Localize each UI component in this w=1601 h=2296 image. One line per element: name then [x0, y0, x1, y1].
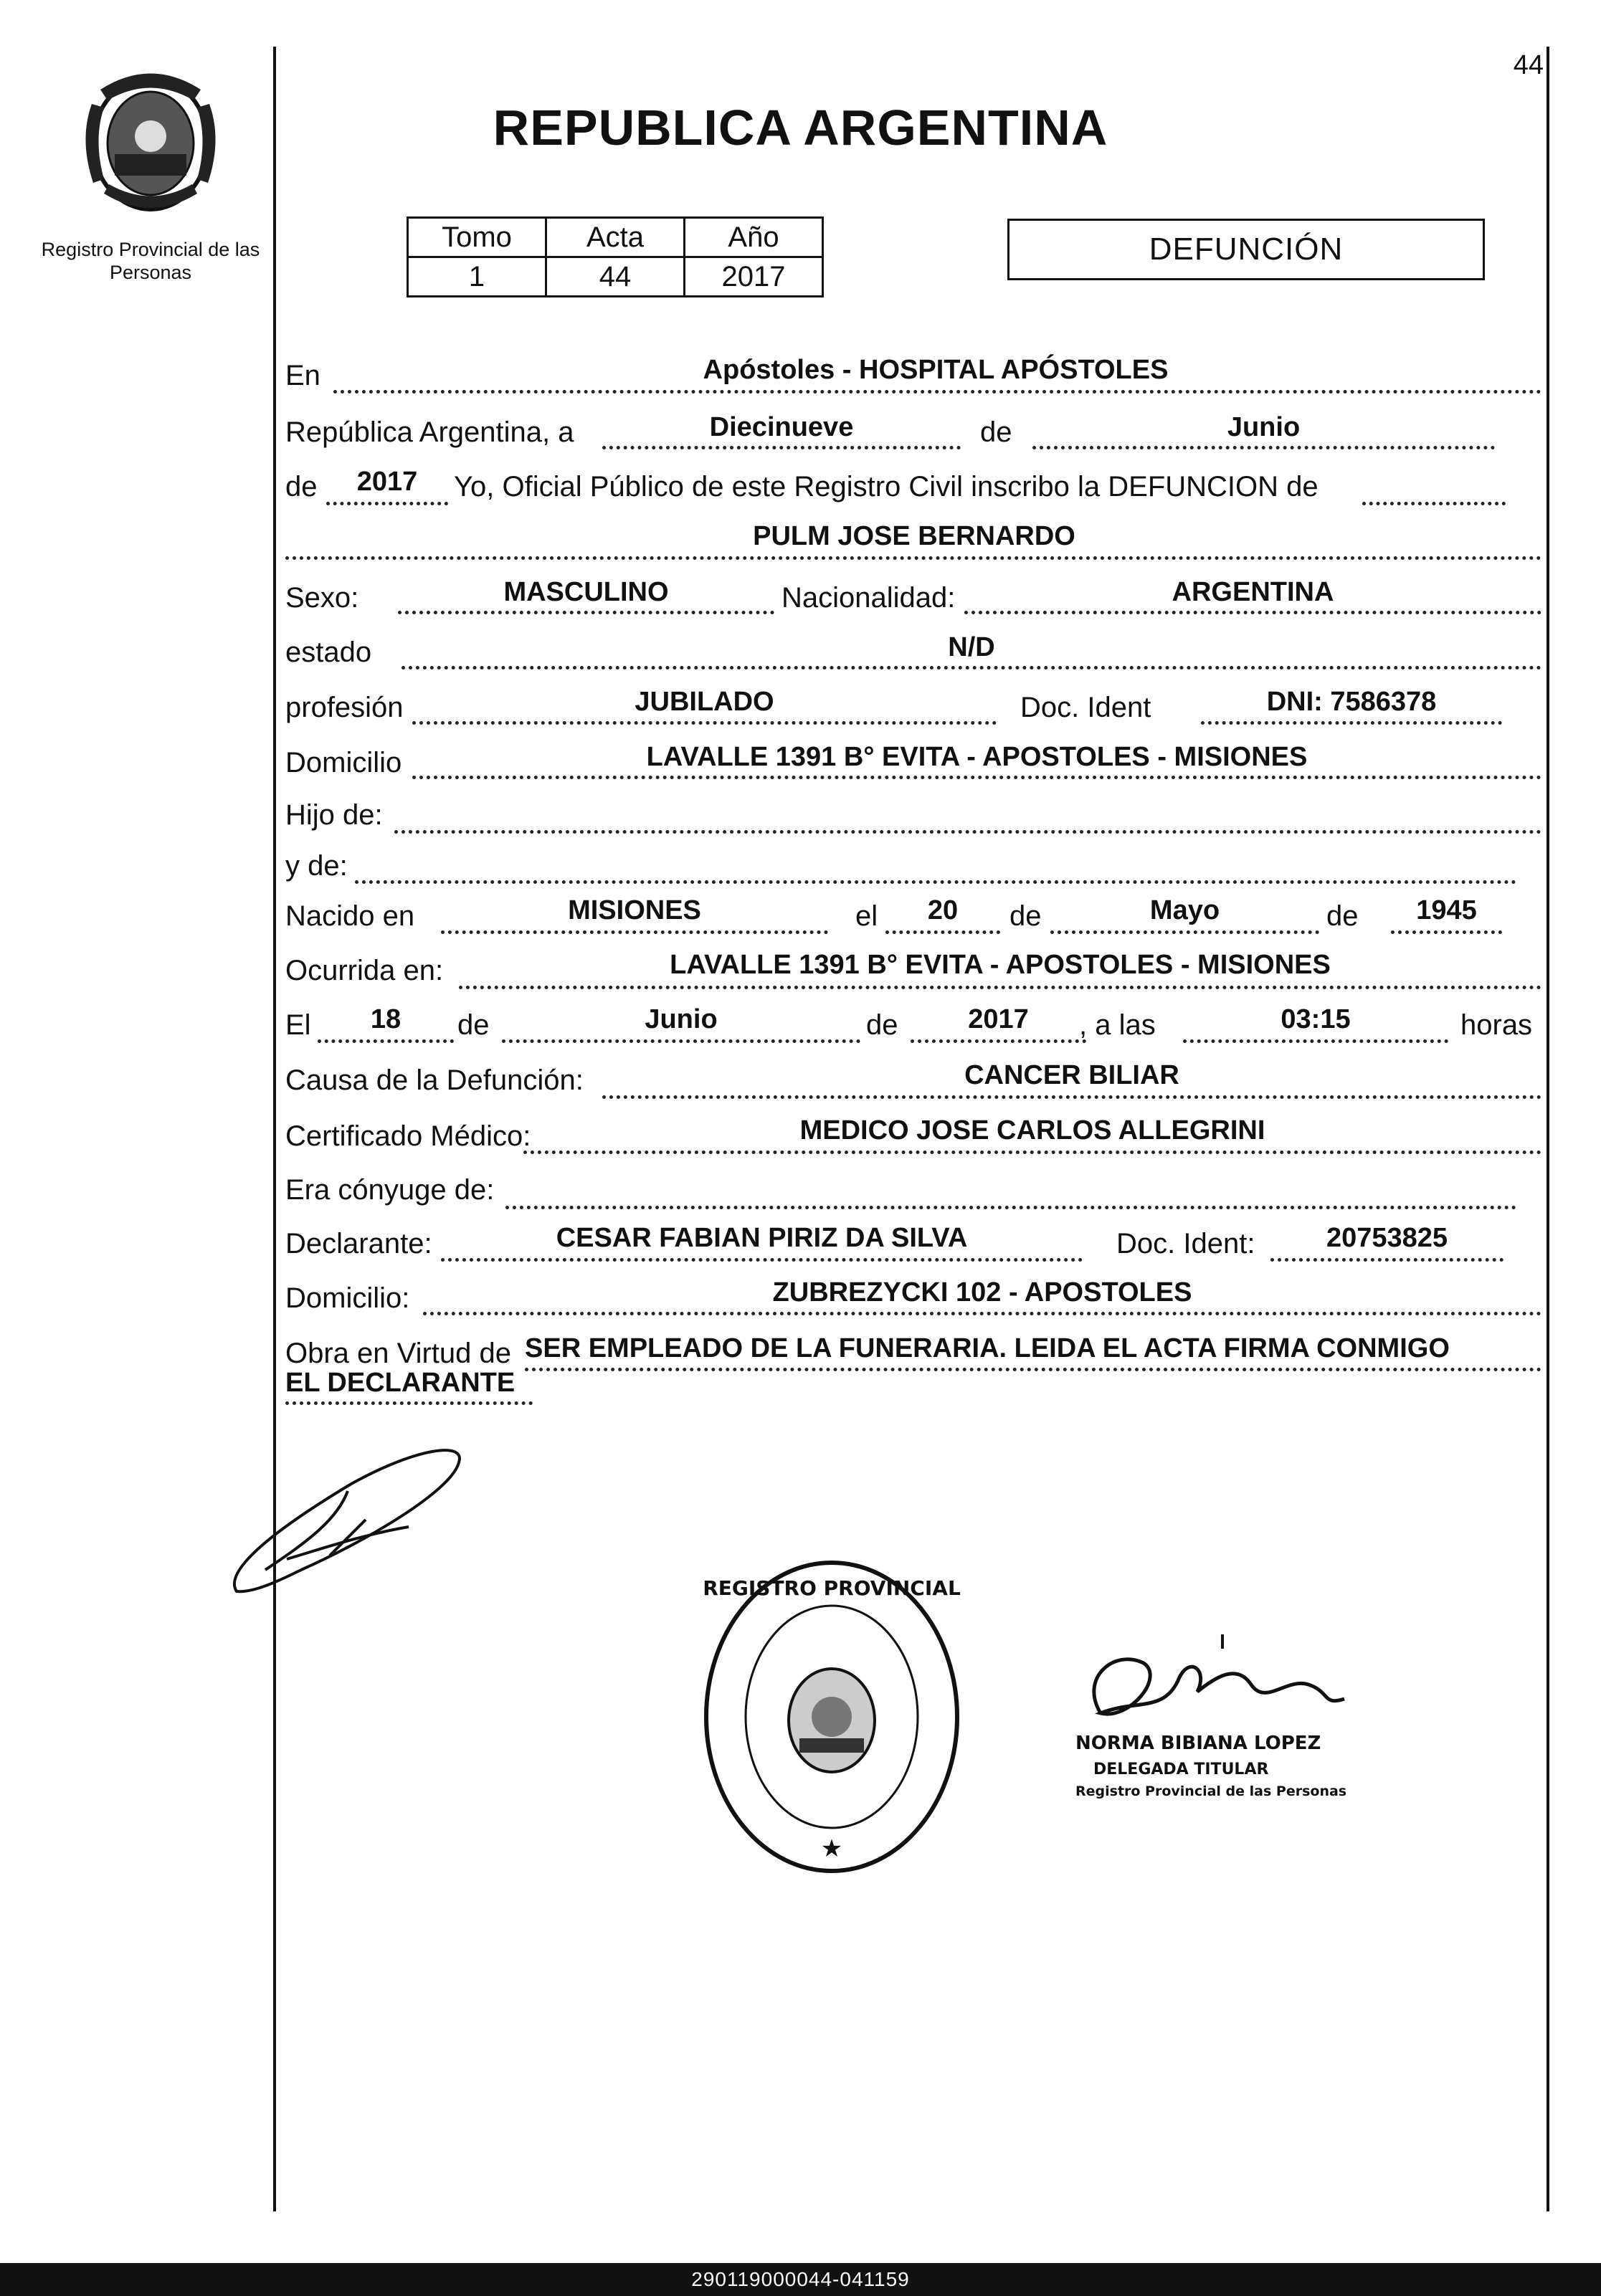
declarante-label: Declarante: — [285, 1228, 432, 1259]
domicilio2-value: ZUBREZYCKI 102 - APOSTOLES — [772, 1277, 1192, 1307]
de-label-4: de — [1326, 900, 1359, 932]
nacido-dotted-line — [441, 930, 828, 934]
de-label-1: de — [980, 416, 1012, 448]
sexo-label: Sexo: — [285, 582, 359, 614]
de-label-3: de — [1009, 900, 1042, 932]
footer-code: 290119000044-041159 — [0, 2263, 1601, 2296]
def-hora-value: 03:15 — [1281, 1004, 1351, 1034]
record-table — [407, 216, 824, 297]
def-mes-dotted-line — [502, 1039, 860, 1043]
yde-label: y de: — [285, 850, 348, 882]
estado-label: estado — [285, 637, 372, 668]
nac-mes-value: Mayo — [1149, 895, 1220, 925]
republica-label: República Argentina, a — [285, 416, 574, 448]
ocurrida-value: LAVALLE 1391 B° EVITA - APOSTOLES - MISIONES — [670, 950, 1331, 980]
dia-value: Diecinueve — [709, 412, 854, 442]
document-title: REPUBLICA ARGENTINA — [493, 100, 1108, 156]
nac-dia-value: 20 — [927, 895, 959, 925]
de-label-2: de — [285, 471, 318, 502]
nac-anio-dotted-line — [1391, 930, 1502, 934]
hijo-label: Hijo de: — [285, 799, 383, 831]
nacionalidad-dotted-line — [964, 611, 1541, 614]
nac-anio-value: 1945 — [1416, 895, 1477, 925]
sexo-dotted-line — [398, 611, 774, 614]
dia-dotted-line — [602, 446, 961, 449]
registry-stamp — [699, 1556, 964, 1878]
obra-value-line2: EL DECLARANTE — [285, 1368, 516, 1398]
nombre-dotted-line — [285, 556, 1541, 560]
horas-label: horas — [1460, 1009, 1533, 1041]
obra-dotted-line-2 — [285, 1401, 533, 1405]
tomo-header: Tomo — [408, 218, 546, 257]
def-hora-dotted-line — [1183, 1039, 1448, 1043]
svg-text:★: ★ — [820, 1835, 843, 1862]
hijo-dotted-line — [394, 830, 1541, 834]
yde-dotted-line — [355, 880, 1516, 884]
def-mes-value: Junio — [645, 1004, 718, 1034]
declarante-value: CESAR FABIAN PIRIZ DA SILVA — [556, 1223, 968, 1253]
anio-value: 2017 — [685, 257, 823, 297]
left-margin-rule — [273, 47, 276, 2211]
certificado-dotted-line — [523, 1151, 1541, 1154]
certificado-label: Certificado Médico: — [285, 1120, 531, 1152]
doc-ident-value: DNI: 7586378 — [1266, 687, 1437, 717]
obra-label: Obra en Virtud de — [285, 1338, 512, 1369]
profesion-dotted-line — [412, 721, 997, 725]
de-label-5: de — [457, 1009, 490, 1041]
record-type-box: DEFUNCIÓN — [1007, 219, 1485, 280]
doc-ident-dotted-line — [1201, 721, 1502, 725]
nombre-value: PULM JOSE BERNARDO — [753, 521, 1075, 551]
anio-dotted-line — [326, 502, 448, 505]
mes-value: Junio — [1227, 412, 1301, 442]
conyuge-label: Era cónyuge de: — [285, 1174, 495, 1206]
def-dia-value: 18 — [370, 1004, 402, 1034]
anio-header: Año — [685, 218, 823, 257]
nacido-label: Nacido en — [285, 900, 415, 932]
profesion-label: profesión — [285, 692, 404, 723]
domicilio-label: Domicilio — [285, 747, 402, 778]
en-value: Apóstoles - HOSPITAL APÓSTOLES — [703, 355, 1169, 385]
estado-dotted-line — [402, 666, 1541, 670]
registry-label: Registro Provincial de las Personas — [41, 239, 260, 283]
svg-text:Registro Provincial de las Per: Registro Provincial de las Personas — [1075, 1783, 1347, 1799]
def-anio-value: 2017 — [968, 1004, 1029, 1034]
right-margin-rule — [1547, 47, 1549, 2211]
def-anio-dotted-line — [911, 1039, 1086, 1043]
domicilio-value: LAVALLE 1391 B° EVITA - APOSTOLES - MISIONES — [646, 742, 1308, 772]
doc2-label: Doc. Ident: — [1116, 1228, 1255, 1259]
doc-ident-label: Doc. Ident — [1020, 692, 1151, 723]
ocurrida-label: Ocurrida en: — [285, 955, 444, 986]
acta-header: Acta — [546, 218, 685, 257]
obra-value-line1: SER EMPLEADO DE LA FUNERARIA. LEIDA EL ACTA FIRMA CONMIGO — [525, 1333, 1450, 1363]
nacido-value: MISIONES — [568, 895, 701, 925]
profesion-value: JUBILADO — [635, 687, 774, 717]
anio-value-text: 2017 — [356, 467, 418, 497]
oficial-text: Yo, Oficial Público de este Registro Civil inscribo la DEFUNCION de — [454, 471, 1319, 502]
el2-label: El — [285, 1009, 311, 1041]
nac-dia-dotted-line — [885, 930, 1000, 934]
nacionalidad-label: Nacionalidad: — [782, 582, 956, 614]
doc2-value: 20753825 — [1326, 1223, 1448, 1253]
def-dia-dotted-line — [318, 1039, 454, 1043]
oficial-dotted-line — [1362, 502, 1506, 505]
domicilio2-dotted-line — [423, 1312, 1541, 1315]
page-number: 44 — [1513, 50, 1544, 80]
sexo-value: MASCULINO — [503, 577, 669, 607]
declarante-dotted-line — [441, 1258, 1083, 1262]
nacionalidad-value: ARGENTINA — [1172, 577, 1334, 607]
domicilio-dotted-line — [412, 776, 1541, 779]
conyuge-dotted-line — [505, 1206, 1516, 1209]
domicilio2-label: Domicilio: — [285, 1282, 410, 1314]
causa-value: CANCER BILIAR — [964, 1060, 1179, 1090]
svg-text:REGISTRO PROVINCIAL: REGISTRO PROVINCIAL — [703, 1576, 961, 1600]
en-label: En — [285, 360, 320, 391]
causa-dotted-line — [602, 1095, 1541, 1099]
de-label-6: de — [866, 1009, 898, 1041]
certificado-value: MEDICO JOSE CARLOS ALLEGRINI — [799, 1115, 1265, 1145]
el-label: el — [855, 900, 878, 932]
obra-dotted-line-1 — [525, 1368, 1541, 1371]
doc2-dotted-line — [1270, 1258, 1503, 1262]
tomo-value: 1 — [408, 257, 546, 297]
mes-dotted-line — [1032, 446, 1495, 449]
alas-label: , a las — [1079, 1009, 1156, 1041]
svg-text:DELEGADA TITULAR: DELEGADA TITULAR — [1093, 1761, 1269, 1778]
official-signature — [1072, 1634, 1402, 1821]
causa-label: Causa de la Defunción: — [285, 1064, 584, 1096]
svg-text:NORMA BIBIANA LOPEZ: NORMA BIBIANA LOPEZ — [1075, 1733, 1321, 1754]
en-dotted-line — [333, 390, 1541, 394]
estado-value: N/D — [948, 632, 995, 662]
acta-value: 44 — [546, 257, 685, 297]
declarant-signature — [222, 1434, 473, 1613]
nac-mes-dotted-line — [1050, 930, 1319, 934]
ocurrida-dotted-line — [459, 986, 1541, 989]
